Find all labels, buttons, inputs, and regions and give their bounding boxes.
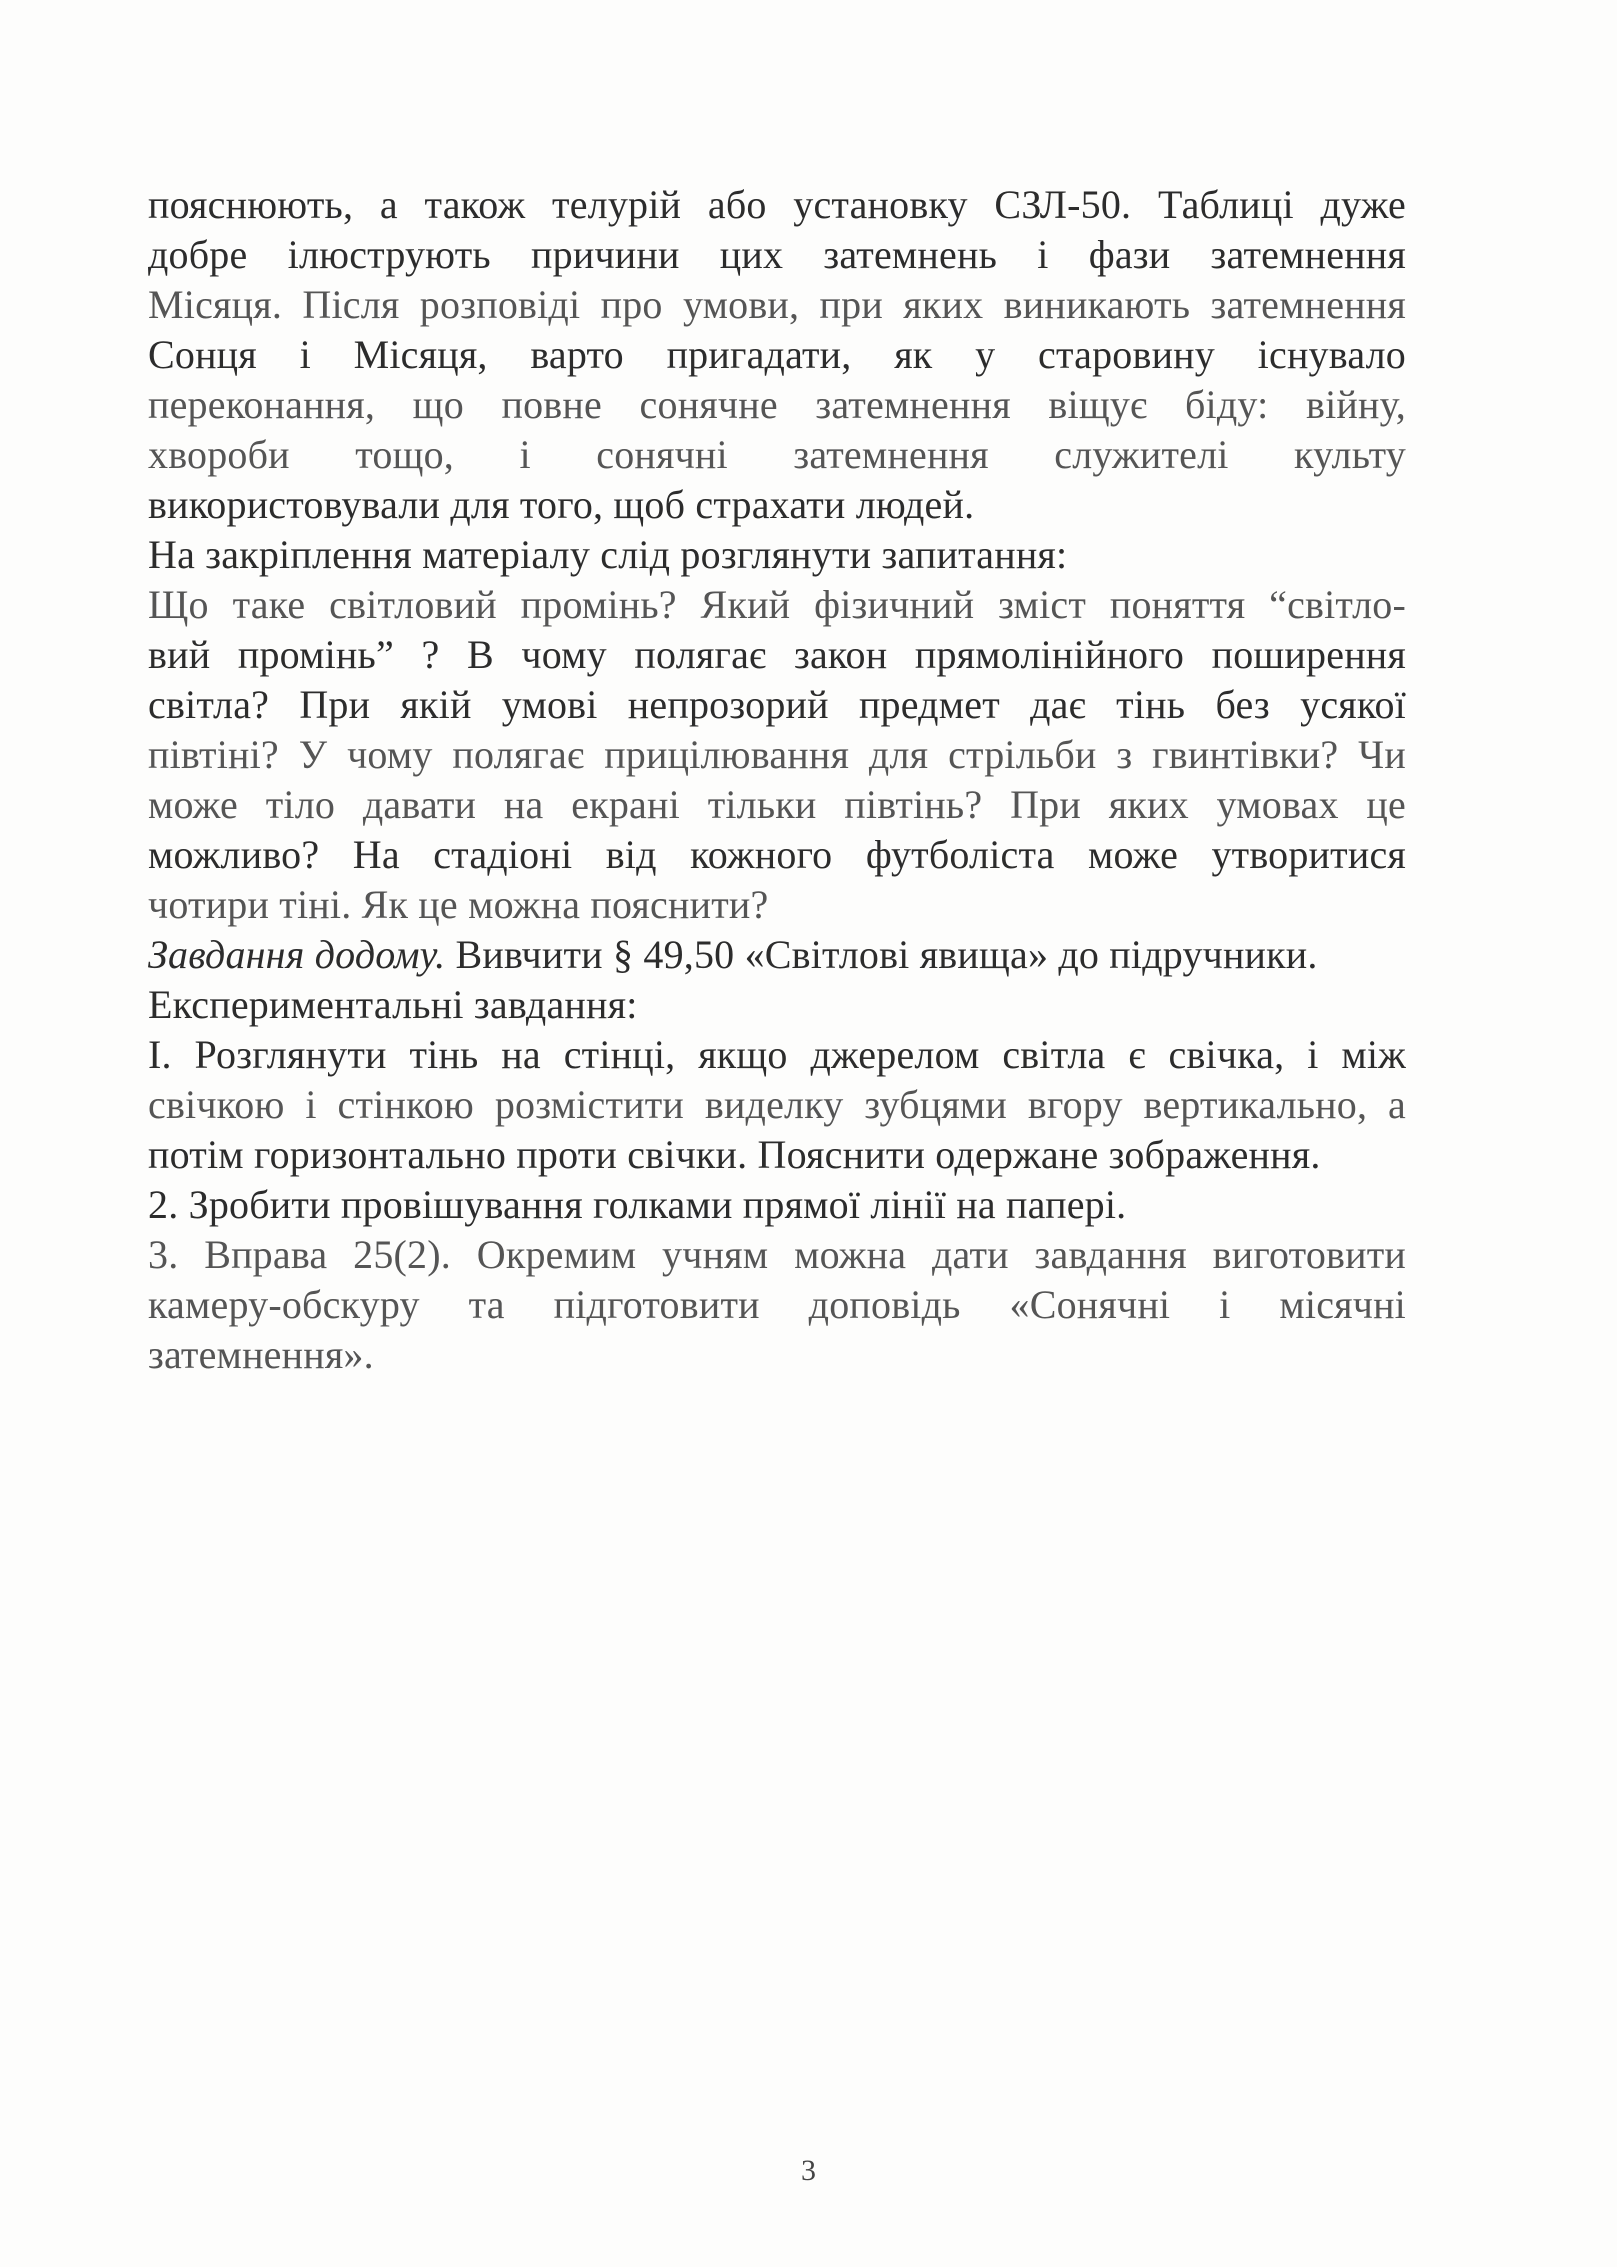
text-line: вий промінь” ? В чому полягає закон прямолінійного поширення	[148, 632, 1406, 677]
text-line: Що таке світловий промінь? Який фізичний зміст поняття “світло-	[148, 582, 1406, 627]
text-line: камеру-обскуру та підготовити доповідь «Сонячні і місячні	[148, 1282, 1406, 1327]
paragraph-task-2	[148, 1180, 1406, 1230]
paragraph-questions	[148, 580, 1406, 930]
text-line: Сонця і Місяця, варто пригадати, як у старовину існувало	[148, 332, 1406, 377]
text-line	[148, 930, 1406, 980]
text-line: І. Розглянути тінь на стінці, якщо джерелом світла є свічка, і між	[148, 1032, 1406, 1077]
text-line: затемнення».	[148, 1332, 374, 1377]
text-line: свічкою і стінкою розмістити виделку зубцями вгору вертикально, а	[148, 1082, 1406, 1127]
text-line: світла? При якій умові непрозорий предмет дає тінь без усякої	[148, 682, 1406, 727]
text-line: переконання, що повне сонячне затемнення віщує біду: війну,	[148, 382, 1406, 427]
text-line: потім горизонтально проти свічки. Пояснити одержане зображення.	[148, 1132, 1321, 1177]
text-line: півтіні? У чому полягає прицілювання для стрільби з гвинтівки? Чи	[148, 732, 1406, 777]
text-line: На закріплення матеріалу слід розглянути запитання:	[148, 532, 1068, 577]
paragraph-eclipse-explanation	[148, 180, 1406, 530]
paragraph-task-1	[148, 1030, 1406, 1180]
text-line: 3. Вправа 25(2). Окремим учням можна дати завдання виготовити	[148, 1232, 1406, 1277]
page-number: 3	[801, 2154, 816, 2187]
text-line: пояснюють, а також телурій або установку СЗЛ-50. Таблиці дуже	[148, 182, 1406, 227]
text-line: Експериментальні завдання:	[148, 982, 638, 1027]
body-text	[148, 180, 1406, 1380]
paragraph-reinforcement-intro	[148, 530, 1406, 580]
text-line: 2. Зробити провішування голками прямої лінії на папері.	[148, 1182, 1127, 1227]
paragraph-task-3	[148, 1230, 1406, 1380]
text-line: добре ілюструють причини цих затемнень і фази затемнення	[148, 232, 1406, 277]
text-line: чотири тіні. Як це можна пояснити?	[148, 882, 769, 927]
homework-label: Завдання додому.	[148, 932, 446, 977]
text-line: може тіло давати на екрані тільки півтінь? При яких умовах це	[148, 782, 1406, 827]
homework-text: Вивчити § 49,50 «Світлові явища» до підручники.	[445, 932, 1318, 977]
paragraph-homework	[148, 930, 1406, 980]
text-line: хвороби тощо, і сонячні затемнення служителі культу	[148, 432, 1406, 477]
paragraph-experimental-heading	[148, 980, 1406, 1030]
text-line: Місяця. Після розповіді про умови, при яких виникають затемнення	[148, 282, 1406, 327]
text-line: можливо? На стадіоні від кожного футболіста може утворитися	[148, 832, 1406, 877]
text-line: використовували для того, щоб страхати людей.	[148, 482, 975, 527]
